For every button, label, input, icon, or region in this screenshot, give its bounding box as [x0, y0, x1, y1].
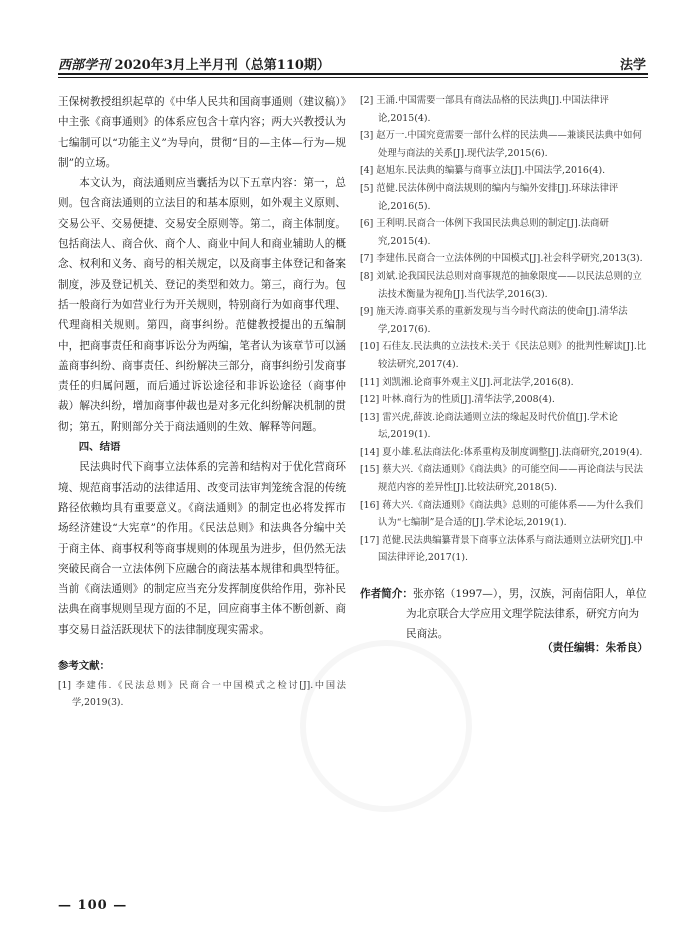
header-rule — [58, 73, 648, 75]
reference-item: [2] 王涌.中国需要一部具有商法品格的民法典[J].中国法律评论,2015(4). — [360, 95, 609, 124]
author-bio — [360, 584, 648, 644]
reference-item: [5] 范健.民法体例中商法规则的编内与编外安排[J].环球法律评论,2016(5). — [360, 182, 619, 212]
author-line: 为北京联合大学应用文理学院法律系，研究方向为民商法。 — [406, 608, 640, 640]
journal-title — [58, 54, 330, 73]
reference-item: [1] 李建伟.《民法总则》民商合一中国模式之检讨[J].中国法学,2019(3). — [58, 680, 346, 708]
references-title: 参考文献： — [58, 660, 110, 673]
left-column — [58, 92, 346, 711]
reference-item: [13] 雷兴虎,薛波.论商法通则立法的缘起及时代价值[J].学术论坛,2019(1). — [360, 411, 618, 441]
reference-item: [14] 夏小雄.私法商法化:体系重构及制度调整[J].法商研究,2019(4). — [360, 446, 643, 458]
reference-item: [6] 王利明.民商合一体例下我国民法典总则的制定[J].法商研究,2015(4). — [360, 218, 609, 247]
reference-item: [15] 蔡大兴.《商法通则》《商法典》的可能空间——再论商法与民法规范内容的差异性[J].比较法研究,2018(5). — [360, 464, 644, 494]
journal-name: 西部学刊 — [58, 58, 111, 73]
section-label: 法学 — [619, 58, 646, 73]
reference-item: [12] 叶林.商行为的性质[J].清华法学,2008(4). — [360, 394, 555, 406]
responsible-editor: （责任编辑：朱希良） — [542, 642, 648, 654]
reference-item: [10] 石佳友.民法典的立法技术:关于《民法总则》的批判性解读[J].比较法研究,2017(4). — [360, 341, 647, 370]
right-column-references — [360, 92, 648, 567]
reference-item: [9] 施天涛.商事关系的重新发现与当今时代商法的使命[J].清华法学,2017(6). — [360, 306, 628, 335]
reference-item: [4] 赵旭东.民法典的编纂与商事立法[J].中国法学,2016(4). — [360, 165, 606, 177]
header-rule-thin — [58, 77, 648, 78]
author-label: 作者简介： — [360, 588, 413, 600]
reference-item: [11] 刘凯湘.论商事外观主义[J].河北法学,2016(8). — [360, 376, 574, 388]
reference-item: [7] 李建伟.民商合一立法体例的中国模式[J].社会科学研究,2013(3). — [360, 253, 643, 265]
body-paragraph: 本文认为，商法通则应当囊括为以下五章内容：第一，总则。包含商法通则的立法目的和基本原则，如外观主义原则、交易公平、交易便捷、交易安全原则等。第二，商主体制度。包括商法人、商合伙、商个人、商业中间人和商业辅助人的概念、权利和义务、商号的相关规定，以及商事主体登记和备案制度，涉及登记机关、登记的类型和效力。第三，商行为。包括一般商行为如营业行为开关规则，特别商行为如商事代理、代理商相关规则。第四，商事纠纷。范健教授提出的五编制中，把商事责任和商事诉讼分为两编，笔者认为该章节可以涵盖商事纠纷、商事责任、纠纷解决三部分，商事纠纷引发商事责任的归属问题，而后通过诉讼途径和非诉讼途径（商事仲裁）解决纠纷，增加商事仲裁也是对多元化纠纷解决机制的贯彻；第五，附则部分关于商法通则的生效、解释等问题。 — [58, 177, 346, 433]
page-number: — 100 — — [58, 898, 128, 913]
reference-item: [8] 刘斌.论我国民法总则对商事规范的抽象限度——以民法总则的立法技术衡量为视角[J].当代法学,2016(3). — [360, 270, 642, 300]
reference-item: [17] 范健.民法典编纂背景下商事立法体系与商法通则立法研究[J].中国法律评论,2017(1). — [360, 534, 644, 564]
reference-item: [16] 蒋大兴.《商法通则》《商法典》总则的可能体系——为什么我们认为“七编制”是合适的[J].学术论坛,2019(1). — [360, 499, 644, 529]
issue-info: 2020年3月上半月刊（总第110期） — [114, 58, 330, 73]
reference-item: [3] 赵万一.中国究竟需要一部什么样的民法典——兼谈民法典中如何处理与商法的关系[J].现代法学,2015(6). — [360, 130, 642, 159]
conclusion-heading: 四、结语 — [78, 441, 121, 454]
body-paragraph: 王保树教授组织起草的《中华人民共和国商事通则（建议稿）》中主张《商事通则》的体系应包含十章内容；两大兴教授认为七编制可以“功能主义”为导向，贯彻“目的—主体—行为—规制”的立场。 — [58, 96, 346, 169]
conclusion-paragraph: 民法典时代下商事立法体系的完善和结构对于优化营商环境、规范商事活动的法律适用、改变司法审判笼统含混的传统路径依赖均具有重要意义。《商法通则》的制定也必将发挥市场经济建设“大宪章”的作用。《民法总则》和法典各分编中关于商主体、商事权利等商事规则的体现虽为进步，但仍然无法突破民商合一立法体例下应融合的商法基本规律和典型特征。当前《商法通则》的制定应当充分发挥制度供给作用，弥补民法典在商事规则呈现方面的不足，回应商事主体不断创新、商事交易日益活跃现状下的法律制度现实需求。 — [58, 461, 346, 636]
author-line: 张亦铭（1997—），男，汉族，河南信阳人，单位 — [412, 588, 647, 600]
